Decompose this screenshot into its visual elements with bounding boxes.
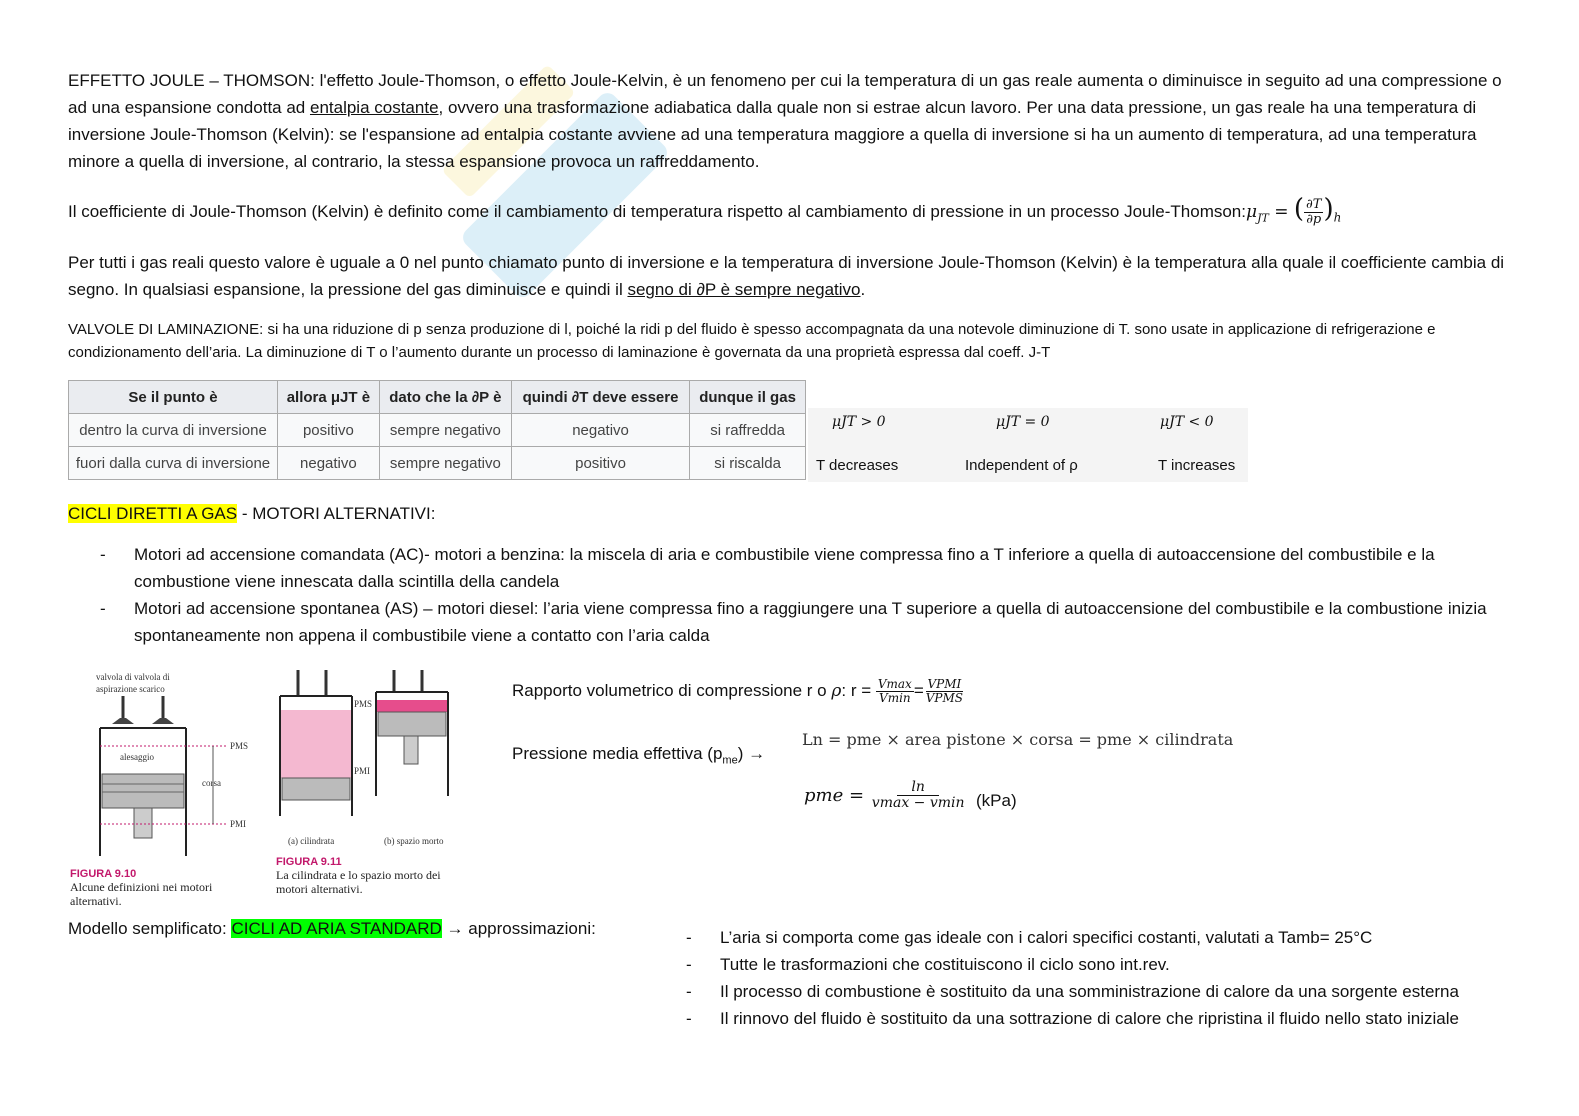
table-header: quindi ∂T deve essere (511, 381, 689, 414)
fig1-corsa: corsa (202, 778, 221, 788)
list-item: - Motori ad accensione comandata (AC)- motori a benzina: la miscela di aria e combustibile viene compressa fino a T inferiore a quella di autoaccensione del combustibile e la combustione viene innescata dalla scintilla della candela (68, 541, 1508, 595)
fig1-pms: PMS (230, 741, 249, 751)
pressione-media-label: Pressione media effettiva $(p_{me})$ → (512, 744, 766, 767)
segno-dp-underlined: segno di ∂P è sempre negativo (627, 280, 861, 299)
valvole-text: : si ha una riduzione di p senza produzione di l, poiché la ridi p del fluido è spesso accompagnata da una notevole diminuzione di T. sono usate in applicazione di refrigerazione e condizionamento dell’aria. La diminuzione di T o l’aumento durante un processo di laminazione è governata da una proprietà espressa dal coeff. J-T (68, 321, 1436, 361)
fig1-label-top: valvola di valvola di (96, 672, 170, 682)
coefficiente-paragraph (68, 196, 1548, 231)
cilindrata-figure (272, 666, 472, 856)
table-header: dunque il gas (690, 381, 806, 414)
table-header: Se il punto è (69, 381, 278, 414)
cicli-aria-standard-highlight: CICLI AD ARIA STANDARD (231, 919, 442, 938)
t-increases-label: T increases (1158, 457, 1236, 474)
table-header: allora μJT è (278, 381, 380, 414)
table-row (69, 414, 806, 447)
pressione-formula: Ln = pme × area pistone × corsa = pme × cilindrata (802, 730, 1234, 749)
table-header-row (69, 381, 806, 414)
mu-jt-formula: $\mu_{JT}$ = ( $\frac{\partial T}{\partial p}$ )$_h$ (1246, 194, 1342, 227)
fig2-title: FIGURA 9.11 (276, 856, 342, 868)
inversion-table (68, 380, 806, 480)
fig2-pms: PMS (354, 699, 373, 709)
mu-negative-label: μJT < 0 (1160, 414, 1214, 430)
coefficiente-text: Il coefficiente di Joule-Thomson (Kelvin) è definito come il cambiamento di temperatura rispetto al cambiamento di pressione in un processo Joule-Thomson: (68, 202, 1246, 221)
cicli-highlight: CICLI DIRETTI A GAS (68, 504, 238, 523)
fig1-pmi: PMI (230, 819, 247, 829)
t-decreases-label: T decreases (816, 457, 899, 474)
entalpia-costante-link[interactable]: entalpia costante (309, 98, 439, 117)
table-cell: sempre negativo (379, 414, 511, 447)
modello-semplificato: Modello semplificato: CICLI AD ARIA STANDARD → approssimazioni: (68, 919, 596, 938)
table-cell: sempre negativo (379, 447, 511, 480)
table-cell: si riscalda (690, 447, 806, 480)
valvole-paragraph (68, 318, 1518, 364)
table-cell: positivo (278, 414, 380, 447)
fig2-b: (b) spazio morto (384, 836, 444, 846)
effetto-joule-thomson-paragraph (68, 67, 1508, 175)
cicli-rest: - MOTORI ALTERNATIVI: (237, 504, 436, 523)
fig1-title: FIGURA 9.10 (70, 868, 137, 880)
list-item: - Tutte le trasformazioni che costituiscono il ciclo sono int.rev. (668, 951, 1568, 978)
motori-list (68, 541, 1508, 649)
table-cell: negativo (278, 447, 380, 480)
engine-definitions-figure (68, 666, 268, 866)
table-cell: negativo (511, 414, 689, 447)
table-cell: si raffredda (690, 414, 806, 447)
list-item: - L’aria si comporta come gas ideale con i calori specifici costanti, valutati a Tamb= 25°C (668, 924, 1568, 951)
table-row (69, 447, 806, 480)
effetto-text-a: : l'effetto Joule-Thomson, o effetto Joule-Kelvin, è un fenomeno per cui la temperatura di un gas reale aumenta o diminuisce in seguito ad una compressione o ad una espansione condotta ad (68, 71, 1502, 117)
list-item: - Il rinnovo del fluido è sostituito da una sottrazione di calore che ripristina il fluido nello stato iniziale (668, 1005, 1568, 1032)
mu-zero-label: μJT = 0 (996, 414, 1050, 430)
mu-positive-label: μJT > 0 (832, 414, 886, 430)
per-tutti-paragraph: Per tutti i gas reali questo valore è uguale a 0 nel punto chiamato punto di inversione e la temperatura di inversione Joule-Thomson (Kelvin) è la temperatura alla quale il coefficiente cambia di segno. In qualsiasi espansione, la pressione del gas diminuisce e quindi il segno di ∂P è sempre negativo. (68, 253, 1505, 299)
pme-formula: pme = $\frac{\ln}{vmax - vmin}$ (804, 779, 965, 812)
approssimazioni-list (668, 924, 1568, 1032)
valvole-title: VALVOLE DI LAMINAZIONE (68, 321, 260, 338)
fig1-label-top2: aspirazione scarico (96, 684, 165, 694)
fig2-a: (a) cilindrata (288, 836, 335, 846)
fig2-caption-block (276, 856, 456, 896)
table-header: dato che la ∂P è (379, 381, 511, 414)
fig1-alesaggio: alesaggio (120, 752, 154, 762)
list-item: - Il processo di combustione è sostituito da una somministrazione di calore da una sorgente esterna (668, 978, 1568, 1005)
effetto-title: EFFETTO JOULE – THOMSON (68, 71, 311, 90)
cicli-heading (68, 500, 435, 527)
fig2-caption: La cilindrata e lo spazio morto dei motori alternativi. (276, 868, 441, 896)
table-cell: fuori dalla curva di inversione (69, 447, 278, 480)
independent-label: Independent of ρ (965, 457, 1078, 474)
rapporto-volumetrico: Rapporto volumetrico di compressione r o ρ: r = $\frac{Vmax}{Vmin}$ = $\frac{\text{VPMI}}{\text{VPMS}}$ (512, 676, 964, 706)
table-cell: positivo (511, 447, 689, 480)
fig1-caption-block (70, 868, 260, 908)
fig1-caption: Alcune definizioni nei motori alternativi. (70, 880, 213, 908)
fig2-pmi: PMI (354, 766, 371, 776)
mu-jt-panel (808, 408, 1248, 482)
effetto-text-b: , ovvero una trasformazione adiabatica dalla quale non si estrae alcun lavoro. Per una data pressione, un gas reale ha una temperatura di inversione Joule-Thomson (Kelvin): se l'espansione ad entalpia costante avviene ad una temperatura maggiore a quella di inversione si ha un aumento di temperatura, ad una temperatura minore a quella di inversione, al contrario, la stessa espansione provoca un raffreddamento. (68, 98, 1477, 171)
list-item: - Motori ad accensione spontanea (AS) – motori diesel: l’aria viene compressa fino a raggiungere una T superiore a quella di autoaccensione del combustibile e la combustione inizia spontaneamente non appena il combustibile viene a contatto con l’aria calda (68, 595, 1508, 649)
kpa-unit: (kPa) (976, 791, 1017, 810)
table-cell: dentro la curva di inversione (69, 414, 278, 447)
